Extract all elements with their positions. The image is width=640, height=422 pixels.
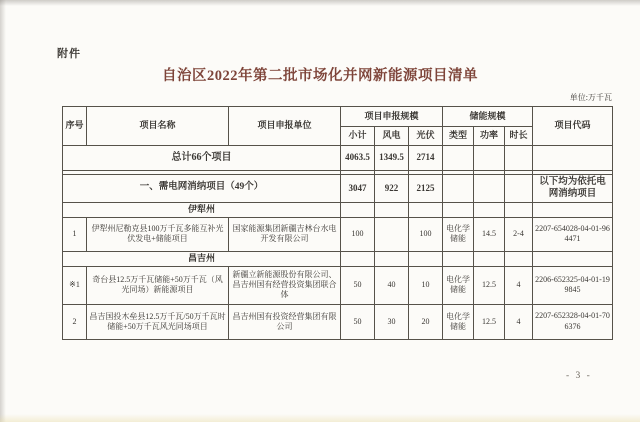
cell-duration: 2-4 [505, 217, 533, 251]
cell-no: ※1 [63, 266, 87, 304]
header-cell-pv: 光伏 [409, 127, 443, 146]
cell-code [533, 146, 613, 171]
cell-pv: 10 [409, 266, 443, 304]
header-cell-subtotal: 小计 [341, 127, 375, 146]
section-label: 一、需电网消纳项目（49个） [63, 175, 341, 203]
cell-power: 14.5 [474, 217, 505, 251]
section-note: 以下均为依托电网消纳项目 [533, 175, 613, 203]
cell-unit: 昌吉州国有投资经营集团有限公司 [229, 304, 341, 339]
cell-type [443, 146, 474, 171]
cell-type: 电化学储能 [443, 266, 474, 304]
cell-power [474, 146, 505, 171]
cell-code: 2206-652325-04-01-199845 [533, 266, 613, 304]
cell-wind: 30 [375, 304, 409, 339]
cell-pv: 2125 [409, 175, 443, 203]
project-row [63, 217, 613, 251]
header-cell-code: 项目代码 [533, 107, 613, 146]
cell-unit: 国家能源集团新疆吉林台水电开发有限公司 [229, 217, 341, 251]
total-label: 总计66个项目 [63, 146, 341, 171]
header-cell-storage-group: 储能规模 [443, 107, 533, 127]
cell-subtotal: 4063.5 [341, 146, 375, 171]
page-number: - 3 - [566, 371, 592, 381]
cell-no: 2 [63, 304, 87, 339]
header-cell-index: 序号 [63, 107, 87, 146]
cell-pv: 20 [409, 304, 443, 339]
region-row-changji [63, 251, 613, 266]
cell-code: 2207-654028-04-01-964471 [533, 217, 613, 251]
cell-name: 昌吉国投木垒县12.5万千瓦/50万千瓦时储能+50万千瓦风光同场项目 [87, 304, 229, 339]
cell-duration [505, 175, 533, 203]
cell-name: 伊犁州尼勒克县100万千瓦多能互补光伏发电+储能项目 [87, 217, 229, 251]
cell-type [443, 175, 474, 203]
header-cell-unit: 项目申报单位 [229, 107, 341, 146]
header-cell-wind: 风电 [375, 127, 409, 146]
cell-duration [505, 146, 533, 171]
total-row [63, 146, 613, 171]
page-title: 自治区2022年第二批市场化并网新能源项目清单 [162, 68, 478, 84]
cell-wind: 1349.5 [375, 146, 409, 171]
region-label: 伊犁州 [63, 202, 341, 217]
cell-wind: 922 [375, 175, 409, 203]
cell-power [474, 175, 505, 203]
project-row [63, 304, 613, 339]
cell-duration: 4 [505, 266, 533, 304]
cell-wind: 40 [375, 266, 409, 304]
cell-power: 12.5 [474, 304, 505, 339]
attachment-label: 附件 [57, 48, 81, 60]
cell-pv: 100 [409, 217, 443, 251]
cell-subtotal: 50 [341, 266, 375, 304]
section-row [63, 175, 613, 203]
cell-no: 1 [63, 217, 87, 251]
header-cell-scale-group: 项目申报规模 [341, 107, 443, 127]
cell-unit: 新疆立新能源股份有限公司、昌吉州国有经营投资集团联合体 [229, 266, 341, 304]
unit-note: 单位:万千瓦 [569, 93, 612, 102]
cell-subtotal: 50 [341, 304, 375, 339]
cell-code: 2207-652328-04-01-706376 [533, 304, 613, 339]
scan-shadow-top [0, 0, 640, 6]
header-row-groups [63, 107, 613, 127]
region-label: 昌吉州 [63, 251, 341, 266]
project-row [63, 266, 613, 304]
cell-type: 电化学储能 [443, 304, 474, 339]
header-cell-duration: 时长 [505, 127, 533, 146]
scan-shadow-bottom [0, 414, 640, 422]
cell-duration: 4 [505, 304, 533, 339]
header-cell-power: 功率 [474, 127, 505, 146]
region-row-yili [63, 202, 613, 217]
cell-power: 12.5 [474, 266, 505, 304]
header-cell-type: 类型 [443, 127, 474, 146]
cell-subtotal: 3047 [341, 175, 375, 203]
header-cell-name: 项目名称 [87, 107, 229, 146]
cell-type: 电化学储能 [443, 217, 474, 251]
project-table [62, 106, 613, 340]
cell-pv: 2714 [409, 146, 443, 171]
cell-subtotal: 100 [341, 217, 375, 251]
cell-name: 奇台县12.5万千瓦储能+50万千瓦（风光同场）新能源项目 [87, 266, 229, 304]
cell-wind [375, 217, 409, 251]
